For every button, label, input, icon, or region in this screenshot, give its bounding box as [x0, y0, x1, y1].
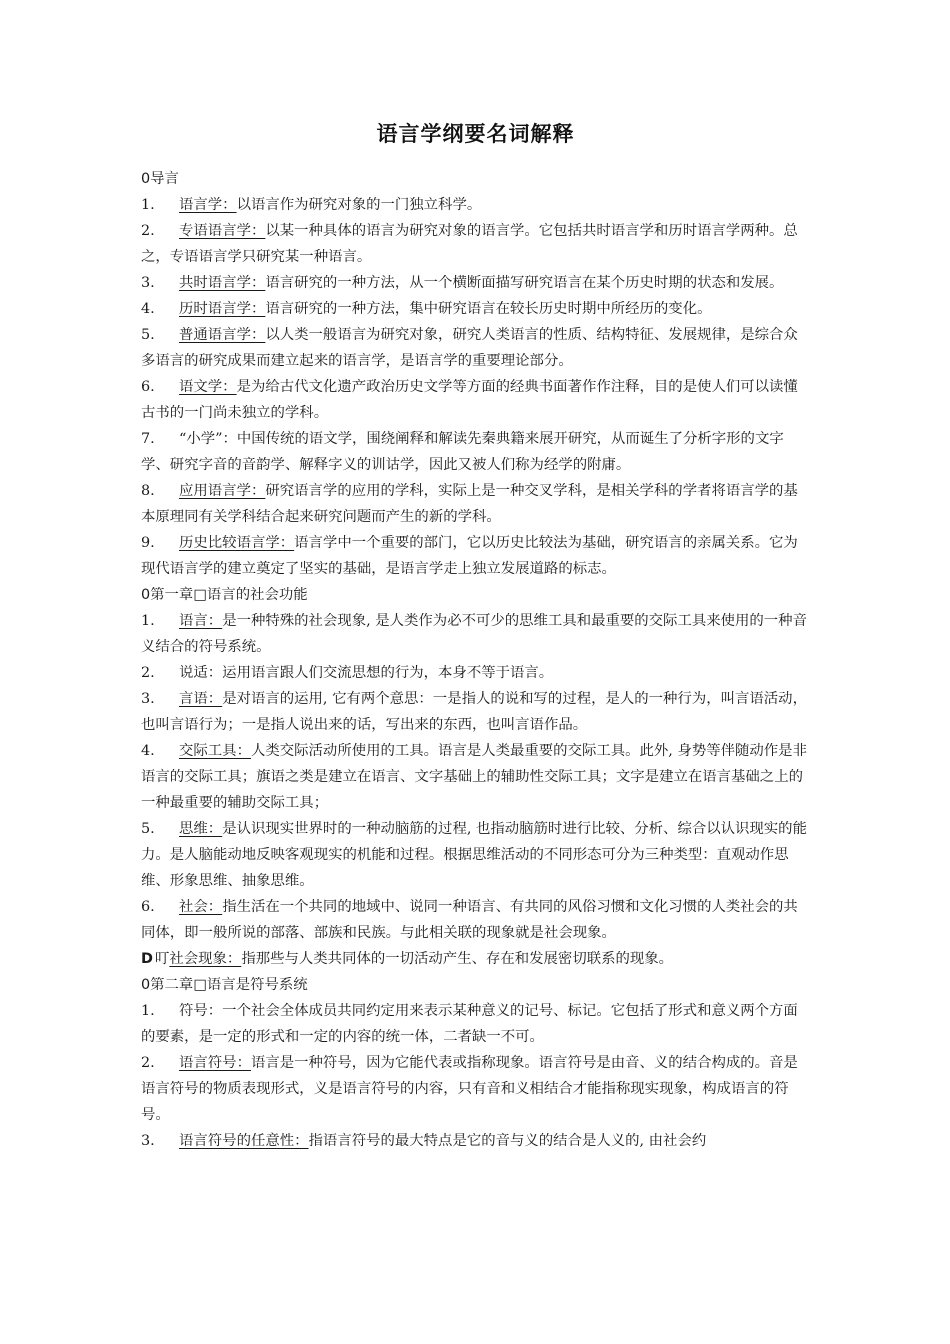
definition-item: [141, 608, 810, 660]
defined-term: 言语：: [179, 691, 223, 707]
defined-term: 普通语言学：: [179, 327, 266, 343]
definition-text: 以某一种具体的语言为研究对象的语言学。它包括共时语言学和历时语言学两种。总之，专语语言学只研究某一种语言。: [141, 223, 798, 265]
definition-text: 是认识现实世界时的一种动脑筋的过程, 也指动脑筋时进行比较、分析、综合以认识现实的能力。是人脑能动地反映客观现实的机能和过程。根据思维活动的不同形态可分为三种类型：直观动作思维、形象思维、抽象思维。: [141, 821, 807, 889]
section-heading: 0第二章□语言是符号系统: [141, 977, 308, 993]
item-number: 4.: [141, 301, 155, 317]
definition-text: 人类交际活动所使用的工具。语言是人类最重要的交际工具。此外, 身势等伴随动作是非语言的交际工具；旗语之类是建立在语言、文字基础上的辅助性交际工具；文字是建立在语言基础之上的一种最重要的辅助交际工具；: [141, 743, 807, 811]
definition-item: [141, 660, 810, 686]
definition-text: 指生活在一个共同的地域中、说同一种语言、有共同的风俗习惯和文化习惯的人类社会的共同体，即一般所说的部落、部族和民族。与此相关联的现象就是社会现象。: [141, 899, 798, 941]
definition-item: [141, 530, 810, 582]
item-number: 9.: [141, 535, 155, 551]
definition-text: 研究语言学的应用的学科，实际上是一种交叉学科，是相关学科的学者将语言学的基本原理同有关学科结合起来研究问题而产生的新的学科。: [141, 483, 798, 525]
item-prefix: 叮: [154, 951, 170, 967]
definition-item: [141, 374, 810, 426]
defined-term: 社会现象：: [169, 951, 242, 967]
document-title: 语言学纲要名词解释: [376, 122, 575, 146]
defined-term: 语言符号的任意性：: [179, 1133, 309, 1149]
definition-text: 以人类一般语言为研究对象，研究人类语言的性质、结构特征、发展规律，是综合众多语言的研究成果而建立起来的语言学，是语言学的重要理论部分。: [141, 327, 798, 369]
definition-text: 语言研究的一种方法，集中研究语言在较长历史时期中所经历的变化。: [265, 301, 712, 317]
definition-text: 指语言符号的最大特点是它的音与义的结合是人义的, 由社会约: [308, 1133, 707, 1149]
defined-term: 交际工具：: [179, 743, 251, 759]
item-number: 5.: [141, 821, 155, 837]
item-number: 3.: [141, 1133, 155, 1149]
definition-item: [141, 1050, 810, 1128]
definition-text: 是为给古代文化遗产政治历史文学等方面的经典书面著作作注释，目的是使人们可以读懂古书的一门尚未独立的学科。: [141, 379, 798, 421]
definition-item: [141, 270, 810, 296]
definition-text: 以语言作为研究对象的一门独立科学。: [236, 197, 482, 213]
definition-text: 语言是一种符号，因为它能代表或指称现象。语言符号是由音、义的结合构成的。音是语言符号的物质表现形式，义是语言符号的内容，只有音和义相结合才能指称现实现象，构成语言的符号。: [141, 1055, 798, 1123]
definition-item: [141, 296, 810, 322]
defined-term: 专语语言学：: [179, 223, 266, 239]
defined-term: 应用语言学：: [179, 483, 266, 499]
item-number: 2.: [141, 1055, 155, 1071]
definition-item: [141, 998, 810, 1050]
definition-item: [141, 738, 810, 816]
definition-item: [141, 686, 810, 738]
defined-term: 语言符号：: [179, 1055, 251, 1071]
item-number: 1.: [141, 1003, 155, 1019]
item-number: D: [141, 951, 153, 967]
item-number: 6.: [141, 379, 155, 395]
defined-term: 思维：: [179, 821, 223, 837]
item-number: 2.: [141, 665, 155, 681]
definition-text: 语言研究的一种方法，从一个横断面描写研究语言在某个历史时期的状态和发展。: [265, 275, 784, 291]
definition-text: “小学”：中国传统的语文学，围绕阐释和解读先秦典籍来展开研究，从而诞生了分析字形的文字学、研究字音的音韵学、解释字义的训诂学，因此又被人们称为经学的附庸。: [141, 431, 784, 473]
item-number: 1.: [141, 613, 155, 629]
definition-text: 指那些与人类共同体的一切活动产生、存在和发展密切联系的现象。: [241, 951, 674, 967]
definition-text: 符号：一个社会全体成员共同约定用来表示某种意义的记号、标记。它包括了形式和意义两个方面的要素，是一定的形式和一定的内容的统一体，二者缺一不可。: [141, 1003, 798, 1045]
document-body: [141, 166, 810, 1154]
item-number: 2.: [141, 223, 155, 239]
item-number: 3.: [141, 275, 155, 291]
definition-item: [141, 946, 810, 972]
item-number: 5.: [141, 327, 155, 343]
definition-text: 说适：运用语言跟人们交流思想的行为，本身不等于语言。: [179, 665, 554, 681]
section-heading: 0第一章□语言的社会功能: [141, 587, 308, 603]
definition-text: 语言学中一个重要的部门，它以历史比较法为基础，研究语言的亲属关系。它为现代语言学的建立奠定了坚实的基础，是语言学走上独立发展道路的标志。: [141, 535, 798, 577]
item-number: 1.: [141, 197, 155, 213]
definition-item: [141, 218, 810, 270]
item-number: 4.: [141, 743, 155, 759]
item-number: 3.: [141, 691, 155, 707]
definition-item: [141, 478, 810, 530]
definition-text: 是一种特殊的社会现象, 是人类作为必不可少的思维工具和最重要的交际工具来使用的一种音义结合的符号系统。: [141, 613, 807, 655]
item-number: 6.: [141, 899, 155, 915]
defined-term: 社会：: [179, 899, 223, 915]
section-heading: 0导言: [141, 171, 179, 187]
definition-item: [141, 192, 810, 218]
defined-term: 语言学：: [179, 197, 237, 213]
defined-term: 语言：: [179, 613, 223, 629]
item-number: 8.: [141, 483, 155, 499]
defined-term: 语文学：: [179, 379, 237, 395]
definition-item: [141, 322, 810, 374]
definition-item: [141, 816, 810, 894]
definition-item: [141, 1128, 810, 1154]
item-number: 7.: [141, 431, 155, 447]
definition-item: [141, 894, 810, 946]
definition-text: 是对语言的运用, 它有两个意思：一是指人的说和写的过程，是人的一种行为，叫言语活动，也叫言语行为；一是指人说出来的话，写出来的东西，也叫言语作品。: [141, 691, 807, 733]
definition-item: [141, 426, 810, 478]
defined-term: 历史比较语言学：: [179, 535, 295, 551]
defined-term: 历时语言学：: [179, 301, 266, 317]
defined-term: 共时语言学：: [179, 275, 266, 291]
